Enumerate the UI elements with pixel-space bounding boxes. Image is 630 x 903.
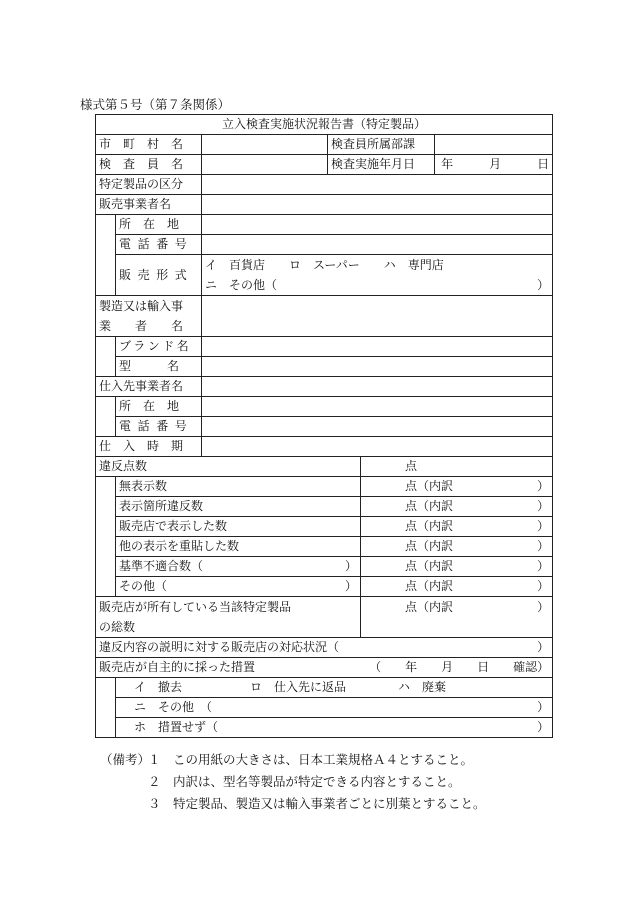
inspector-field[interactable] <box>202 155 328 175</box>
inspector-dept-field[interactable] <box>435 135 553 155</box>
wrong-place-count-field[interactable]: 点（内訳 ） <box>361 497 553 517</box>
supplier-field[interactable] <box>202 377 553 397</box>
municipality-label: 市 町 村 名 <box>96 135 202 155</box>
indent-cell <box>96 517 116 537</box>
overlay-count-field[interactable]: 点（内訳 ） <box>361 537 553 557</box>
product-category-label: 特定製品の区分 <box>96 175 202 195</box>
seller-phone-label: 電話番号 <box>116 235 202 255</box>
inspection-date-field[interactable]: 年 月 日 <box>435 155 553 175</box>
response-row[interactable]: 違反内容の説明に対する販売店の対応状況（ ） <box>96 638 553 658</box>
total-count-label <box>96 597 361 638</box>
supplier-label: 仕入先事業者名 <box>96 377 202 397</box>
measures-confirm[interactable]: （ 年 月 日 確認） <box>361 658 553 678</box>
municipality-field[interactable] <box>202 135 328 155</box>
measure-dispose[interactable]: ハ 廃棄 <box>398 680 447 694</box>
measures-label: 販売店が自主的に採った措置 <box>96 658 361 678</box>
indent-cell <box>96 698 116 718</box>
no-label-count-field[interactable]: 点（内訳 ） <box>361 477 553 497</box>
no-label-count-label: 無表示数 <box>116 477 361 497</box>
model-field[interactable] <box>202 357 553 377</box>
measure-other[interactable]: ニ その他 （ ） <box>116 698 553 718</box>
overlay-count-label: 他の表示を重貼した数 <box>116 537 361 557</box>
indent-cell <box>96 397 116 417</box>
indent-cell <box>96 337 116 357</box>
maker-field[interactable] <box>202 296 553 337</box>
seller-label: 販売事業者名 <box>96 195 202 215</box>
nonconform-count-label: 基準不適合数（ ） <box>116 557 361 577</box>
purchase-period-label: 仕 入 時 期 <box>96 437 202 457</box>
inspector-label: 検 査 員 名 <box>96 155 202 175</box>
measure-return[interactable]: ロ 仕入先に返品 <box>250 680 347 694</box>
supplier-phone-field[interactable] <box>202 417 553 437</box>
supplier-phone-label: 電話番号 <box>116 417 202 437</box>
maker-label <box>96 296 202 337</box>
total-count-line1: 販売店が所有している当該特定製品 <box>99 600 292 614</box>
indent-cell <box>96 537 116 557</box>
sales-type-label: 販売形式 <box>116 255 202 296</box>
inspector-dept-label: 検査員所属部課 <box>328 135 435 155</box>
seller-address-label: 所 在 地 <box>116 215 202 235</box>
indent-cell <box>96 678 116 698</box>
note-2: ２ 内訳は、型名等製品が特定できる内容とすること。 <box>148 774 461 789</box>
other-count-label: その他（ ） <box>116 577 361 597</box>
indent-cell <box>96 497 116 517</box>
indent-cell <box>96 718 116 738</box>
store-label-count-label: 販売店で表示した数 <box>116 517 361 537</box>
maker-label-line1: 製造又は輸入事 <box>99 299 184 313</box>
inspection-report-table <box>95 114 553 738</box>
notes-section <box>100 749 486 815</box>
seller-address-field[interactable] <box>202 215 553 235</box>
model-label: 型 名 <box>116 357 202 377</box>
brand-field[interactable] <box>202 337 553 357</box>
measure-remove[interactable]: イ 撤去 <box>134 680 183 694</box>
indent-cell <box>96 255 116 296</box>
indent-cell <box>96 357 116 377</box>
measure-none[interactable]: ホ 措置せず（ ） <box>116 718 553 738</box>
supplier-address-label: 所 在 地 <box>116 397 202 417</box>
indent-cell <box>96 417 116 437</box>
notes-label: （備考） <box>100 752 151 767</box>
indent-cell <box>96 235 116 255</box>
indent-cell <box>96 557 116 577</box>
inspection-date-label: 検査実施年月日 <box>328 155 435 175</box>
violation-count-points[interactable]: 点 <box>361 457 553 477</box>
indent-cell <box>96 477 116 497</box>
form-number-label: 様式第５号（第７条関係） <box>80 97 231 112</box>
total-count-field[interactable]: 点（内訳 ） <box>361 597 553 638</box>
nonconform-count-field[interactable]: 点（内訳 ） <box>361 557 553 577</box>
measure-options-1[interactable] <box>116 678 553 698</box>
note-3: ３ 特定製品、製造又は輸入事業者ごとに別葉とすること。 <box>148 796 486 811</box>
purchase-period-field[interactable] <box>202 437 553 457</box>
brand-label: ブランド名 <box>116 337 202 357</box>
seller-field[interactable] <box>202 195 553 215</box>
sales-type-options[interactable] <box>202 255 553 296</box>
supplier-address-field[interactable] <box>202 397 553 417</box>
report-title: 立入検査実施状況報告書（特定製品） <box>96 115 553 135</box>
indent-cell <box>96 577 116 597</box>
close-paren: ） <box>537 278 550 292</box>
sales-type-line1: イ 百貨店 ロ スーパー ハ 専門店 <box>205 258 444 272</box>
other-count-field[interactable]: 点（内訳 ） <box>361 577 553 597</box>
total-count-line2: の総数 <box>99 620 136 634</box>
store-label-count-field[interactable]: 点（内訳 ） <box>361 517 553 537</box>
seller-phone-field[interactable] <box>202 235 553 255</box>
maker-label-line2: 業 者 名 <box>99 319 184 333</box>
note-1: １ この用紙の大きさは、日本工業規格Ａ４とすること。 <box>148 752 474 767</box>
indent-cell <box>96 215 116 235</box>
product-category-field[interactable] <box>202 175 553 195</box>
violation-count-label: 違反点数 <box>96 457 361 477</box>
wrong-place-count-label: 表示箇所違反数 <box>116 497 361 517</box>
sales-type-line2: ニ その他（ <box>205 278 278 292</box>
